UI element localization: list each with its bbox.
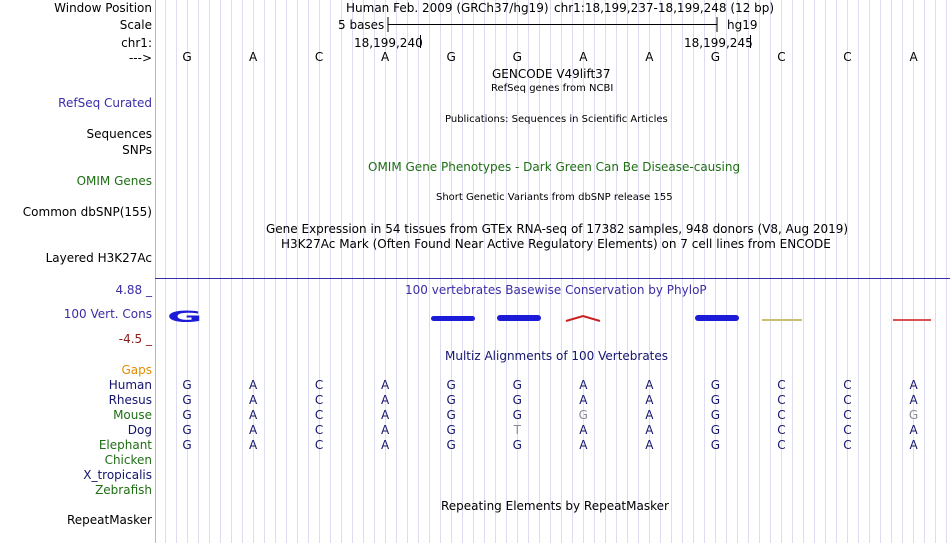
cons-max-value: 4.88 _ <box>115 283 152 297</box>
window-position-label: Window Position <box>54 1 152 15</box>
alignment-base: C <box>777 438 786 452</box>
alignment-base: G <box>512 438 522 452</box>
chrom-label: chr1: <box>121 36 152 50</box>
repeatmasker-track-title[interactable]: Repeating Elements by RepeatMasker <box>441 499 669 513</box>
species-label[interactable]: Rhesus <box>108 393 152 407</box>
alignment-base: A <box>248 393 258 407</box>
alignment-base: A <box>645 423 654 437</box>
alignment-base: A <box>579 438 588 452</box>
alignment-base: A <box>579 393 588 407</box>
sequence-base: G <box>512 50 522 64</box>
sequence-base: A <box>381 50 390 64</box>
alignment-base: A <box>381 438 390 452</box>
sequences-label[interactable]: Sequences <box>86 127 152 141</box>
sequence-base: C <box>777 50 786 64</box>
sequence-base: A <box>248 50 258 64</box>
alignment-base: G <box>710 408 721 422</box>
sequence-base: G <box>710 50 721 64</box>
alignment-base: C <box>314 378 324 392</box>
sequence-base: C <box>843 50 852 64</box>
species-label[interactable]: Chicken <box>104 453 152 467</box>
multiz-track-title[interactable]: Multiz Alignments of 100 Vertebrates <box>445 349 669 363</box>
alignment-base: A <box>381 423 390 437</box>
alignment-base: C <box>777 408 786 422</box>
alignment-base: A <box>381 378 390 392</box>
gtex-track-title[interactable]: Gene Expression in 54 tissues from GTEx RNA-seq of 17382 samples, 948 donors (V8, Aug 2019) <box>266 222 849 236</box>
dbsnp-track-title[interactable]: Short Genetic Variants from dbSNP release 155 <box>436 192 673 203</box>
h3k27ac-track-title[interactable]: H3K27Ac Mark (Often Found Near Active Regulatory Elements) on 7 cell lines from ENCODE <box>281 237 831 251</box>
alignment-base: G <box>182 408 192 422</box>
species-label[interactable]: Human <box>108 378 152 392</box>
position-range: chr1:18,199,237-18,199,248 (12 bp) <box>554 1 775 15</box>
assembly-title: Human Feb. 2009 (GRCh37/hg19) <box>346 1 549 15</box>
alignment-base: A <box>645 408 654 422</box>
alignment-base: C <box>777 423 786 437</box>
sequence-base: C <box>314 50 324 64</box>
alignment-base: C <box>843 438 852 452</box>
scale-label: Scale <box>119 18 152 32</box>
species-label[interactable]: Zebrafish <box>95 483 152 497</box>
alignment-base: A <box>645 378 654 392</box>
sequence-base: G <box>182 50 192 64</box>
coord-marker-1: 18,199,240 <box>354 36 423 50</box>
alignment-base: G <box>446 393 456 407</box>
scale-build: hg19 <box>727 18 758 32</box>
alignment-base: T <box>513 423 521 437</box>
alignment-base: G <box>446 408 456 422</box>
strand-arrow-label[interactable]: ---> <box>128 51 152 65</box>
phylop-track-title[interactable]: 100 vertebrates Basewise Conservation by PhyloP <box>405 283 707 297</box>
alignment-base: A <box>579 423 588 437</box>
alignment-base: C <box>314 423 324 437</box>
alignment-base: A <box>248 438 258 452</box>
alignment-base: G <box>512 408 522 422</box>
alignment-base: C <box>314 393 324 407</box>
species-label[interactable]: X_tropicalis <box>83 468 152 482</box>
alignment-base: C <box>843 408 852 422</box>
sequence-base: A <box>909 50 918 64</box>
alignment-base: A <box>248 423 258 437</box>
alignment-base: C <box>843 393 852 407</box>
alignment-base: G <box>182 393 192 407</box>
alignment-base: A <box>579 378 588 392</box>
alignment-base: A <box>381 408 390 422</box>
refseq-curated-label[interactable]: RefSeq Curated <box>58 96 152 110</box>
species-label[interactable]: Gaps <box>121 363 152 377</box>
species-label[interactable]: Dog <box>127 423 152 437</box>
sequence-base: G <box>446 50 456 64</box>
alignment-base: C <box>777 378 786 392</box>
alignment-base: G <box>710 423 721 437</box>
track-separator-line <box>155 0 156 543</box>
alignment-base: C <box>777 393 786 407</box>
alignment-base: G <box>710 438 721 452</box>
alignment-base: A <box>645 438 654 452</box>
scale-text: 5 bases <box>338 18 385 32</box>
cons-min-value: -4.5 _ <box>118 332 152 346</box>
alignment-base: G <box>182 423 192 437</box>
alignment-base: G <box>182 378 192 392</box>
alignment-base: A <box>909 393 918 407</box>
publications-track-title[interactable]: Publications: Sequences in Scientific Articles <box>445 114 668 125</box>
gencode-track-title[interactable]: GENCODE V49lift37 <box>492 67 611 81</box>
alignment-base: A <box>909 438 918 452</box>
omim-track-title[interactable]: OMIM Gene Phenotypes - Dark Green Can Be Disease-causing <box>368 160 741 174</box>
alignment-base: G <box>578 408 588 422</box>
alignment-base: C <box>843 423 852 437</box>
alignment-base: C <box>314 408 324 422</box>
alignment-base: A <box>248 378 258 392</box>
alignment-base: G <box>182 438 192 452</box>
omim-genes-label[interactable]: OMIM Genes <box>76 174 152 188</box>
alignment-base: C <box>843 378 852 392</box>
species-label[interactable]: Elephant <box>98 438 152 452</box>
alignment-base: A <box>909 423 918 437</box>
alignment-base: G <box>446 378 456 392</box>
alignment-base: A <box>381 393 390 407</box>
coord-marker-2: 18,199,245 <box>684 36 753 50</box>
sequence-base: A <box>579 50 588 64</box>
refseq-track-subtitle[interactable]: RefSeq genes from NCBI <box>491 83 614 94</box>
alignment-base: G <box>710 378 721 392</box>
alignment-base: A <box>909 378 918 392</box>
alignment-base: G <box>512 378 522 392</box>
cons-logo-g-large: G <box>166 307 203 326</box>
conservation-separator <box>155 278 950 279</box>
sequence-base: A <box>645 50 654 64</box>
vert-cons-label[interactable]: 100 Vert. Cons <box>63 307 152 321</box>
alignment-base: G <box>512 393 522 407</box>
alignment-base: A <box>645 393 654 407</box>
common-dbsnp-label[interactable]: Common dbSNP(155) <box>22 205 152 219</box>
species-label[interactable]: Mouse <box>113 408 152 422</box>
repeatmasker-label[interactable]: RepeatMasker <box>66 513 152 527</box>
alignment-base: G <box>710 393 721 407</box>
alignment-base: G <box>446 423 456 437</box>
alignment-base: A <box>248 408 258 422</box>
layered-h3k27ac-label[interactable]: Layered H3K27Ac <box>45 251 152 265</box>
alignment-base: C <box>314 438 324 452</box>
alignment-base: G <box>446 438 456 452</box>
snps-label[interactable]: SNPs <box>122 143 152 157</box>
alignment-base: G <box>908 408 919 422</box>
